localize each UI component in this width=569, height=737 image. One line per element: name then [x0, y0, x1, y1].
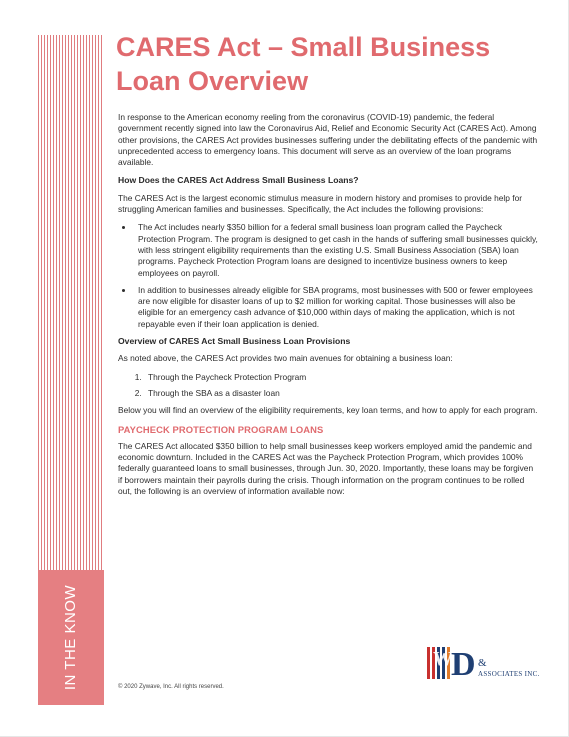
logo-ampersand: &: [478, 657, 487, 669]
section-paragraph-how: The CARES Act is the largest economic stimulus measure in modern history and promises to provide help for struggling American families and businesses. Specifically, the Act includes the following provisions:: [118, 192, 523, 215]
sidebar-label: IN THE KNOW: [62, 584, 80, 691]
section-paragraph-below: Below you will find an overview of the eligibility requirements, key loan terms, and how to apply for each program.: [118, 405, 538, 416]
list-item: 2. Through the SBA as a disaster loan: [144, 388, 538, 399]
section-heading-overview: Overview of CARES Act Small Business Loan Provisions: [118, 336, 351, 347]
document-body: [118, 112, 538, 504]
company-logo: [427, 641, 542, 681]
copyright-footer: © 2020 Zywave, Inc. All rights reserved.: [118, 684, 224, 690]
logo-company-name: ASSOCIATES INC.: [478, 670, 540, 678]
sidebar-label-container: [38, 570, 104, 705]
ppp-paragraph: The CARES Act allocated $350 billion to help small businesses keep workers employed amid the pandemic and economic downturn. Included in the CARES Act was the Paycheck Protection Program, which provides 100% federally guaranteed loans to small businesses, through Jun. 30, 2020. Importantly, these loans may be forgiven if borrowers maintain their payrolls during the crisis. Though information on the program continues to be rolled out, the following is an overview of information available now:: [118, 440, 534, 497]
ppp-heading: PAYCHECK PROTECTION PROGRAM LOANS: [118, 423, 324, 435]
page-title: CARES Act – Small Business Loan Overview: [116, 32, 491, 96]
provisions-list: [118, 222, 538, 330]
sidebar-stripe-pattern: [38, 35, 104, 570]
list-item: 1. Through the Paycheck Protection Program: [144, 372, 538, 383]
section-paragraph-overview: As noted above, the CARES Act provides two main avenues for obtaining a business loan:: [118, 353, 453, 364]
list-item: • The Act includes nearly $350 billion for a federal small business loan program called the Paycheck Protection Program. The program is designed to get cash in the hands of suffering small businesses quickly, with less stringent eligibility requirements than the existing U.S. Small Business Association (SBA) loan programs. Paycheck Protection Program loans are designed to incentivize business owners to keep employees on payroll.: [134, 222, 538, 278]
list-item: • In addition to businesses already eligible for SBA programs, most businesses with 500 or fewer employees are now eligible for disaster loans of up to $2 million for working capital. Those businesses will also be eligible for an emergency cash advance of $10,000 within days of making the application, which is not repayable even if their loan application is denied.: [134, 285, 538, 330]
wd-logo-icon: [427, 641, 477, 681]
intro-paragraph: In response to the American economy reeling from the coronavirus (COVID-19) pandemic, the federal government recently signed into law the Coronavirus Aid, Relief and Economic Security Act (CARES Act). Among other provisions, the CARES Act provides businesses suffering under the debilitating effects of the pandemic with unprecedented access to emergency loans. This document will serve as an overview of the loan programs available.: [118, 112, 538, 168]
svg-text:W: W: [433, 648, 453, 670]
section-heading-how: How Does the CARES Act Address Small Business Loans?: [118, 175, 359, 186]
avenues-list: [118, 372, 538, 400]
svg-text:D: D: [451, 646, 476, 681]
